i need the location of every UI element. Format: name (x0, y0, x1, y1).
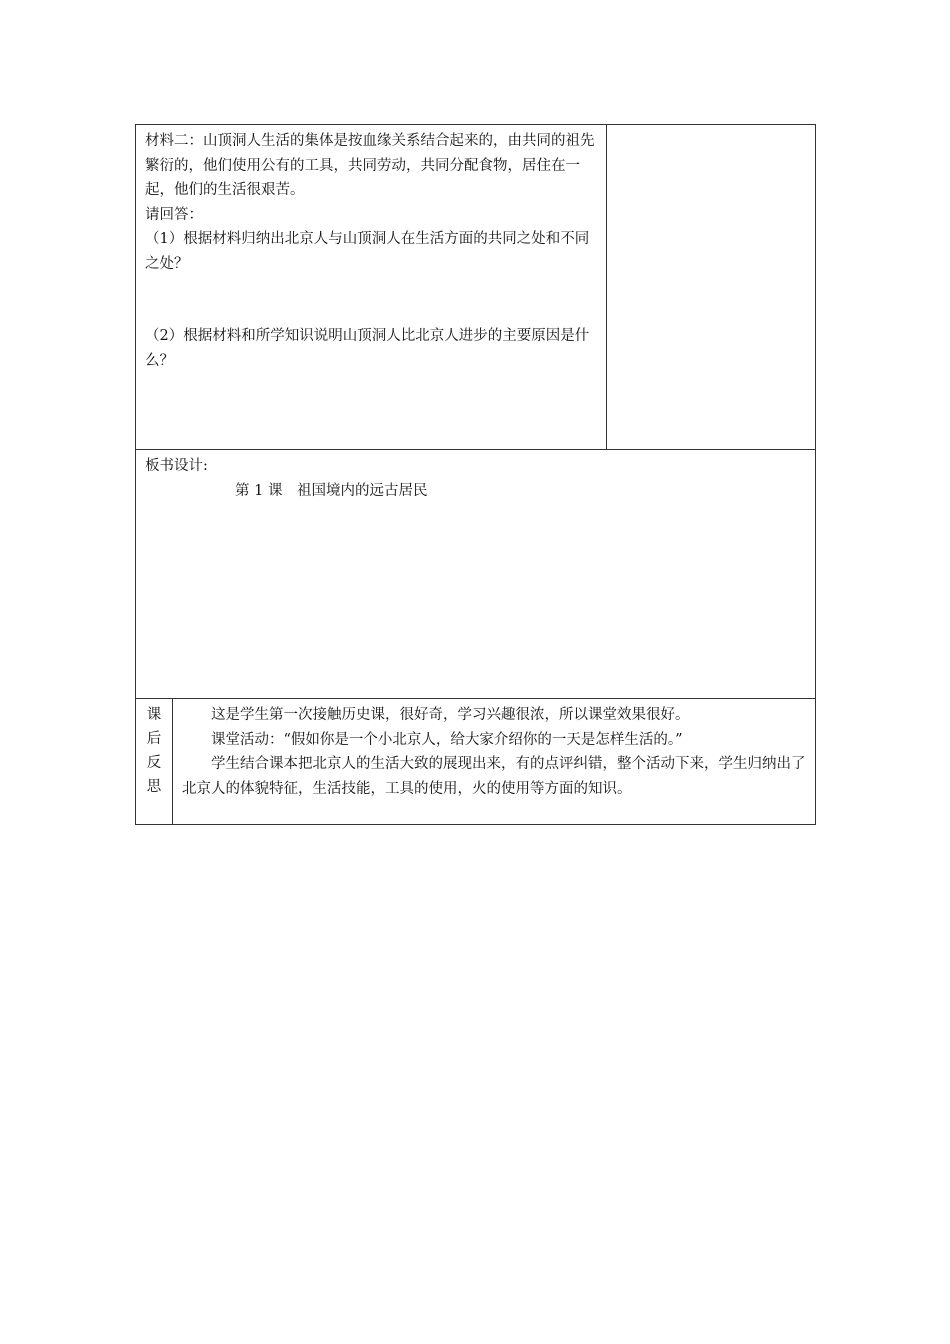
reflection-paragraph: 这是学生第一次接触历史课，很好奇，学习兴趣很浓，所以课堂效果很好。 (211, 707, 690, 723)
answer-prompt: 请回答： (145, 206, 203, 223)
reflection-label-char: 课 (146, 707, 162, 723)
reflection-paragraph: 课堂活动：“假如你是一个小北京人，给大家介绍你的一天是怎样生活的。” (211, 731, 683, 748)
reflection-label-char: 反 (146, 755, 162, 771)
board-design-cell (136, 450, 816, 699)
reflection-label-char: 思 (146, 779, 162, 795)
board-design-label: 板书设计: (145, 458, 208, 474)
answer-space-1 (145, 276, 598, 324)
reflection-content-cell (173, 699, 816, 825)
board-row (136, 450, 816, 699)
reflection-label-cell (136, 699, 173, 825)
reflection-row (136, 699, 816, 825)
material-row (136, 125, 816, 450)
reflection-label-char: 后 (146, 731, 162, 747)
question-1: （1）根据材料归纳出北京人与山顶洞人在生活方面的共同之处和不同之处？ (145, 231, 590, 272)
lesson-plan-table (135, 124, 816, 825)
question-2: （2）根据材料和所学知识说明山顶洞人比北京人进步的主要原因是什么？ (145, 328, 590, 369)
material-paragraph: 材料二：山顶洞人生活的集体是按血缘关系结合起来的，由共同的祖先繁衍的，他们使用公有的工具，共同劳动，共同分配食物，居住在一起，他们的生活很艰苦。 (145, 133, 595, 198)
notes-cell (607, 125, 816, 450)
reflection-paragraph: 学生结合课本把北京人的生活大致的展现出来，有的点评纠错，整个活动下来，学生归纳出了北京人的体貌特征，生活技能，工具的使用，火的使用等方面的知识。 (182, 756, 806, 797)
board-design-title: 第 1 课 祖国境内的远古居民 (235, 482, 428, 499)
material-cell (136, 125, 607, 450)
